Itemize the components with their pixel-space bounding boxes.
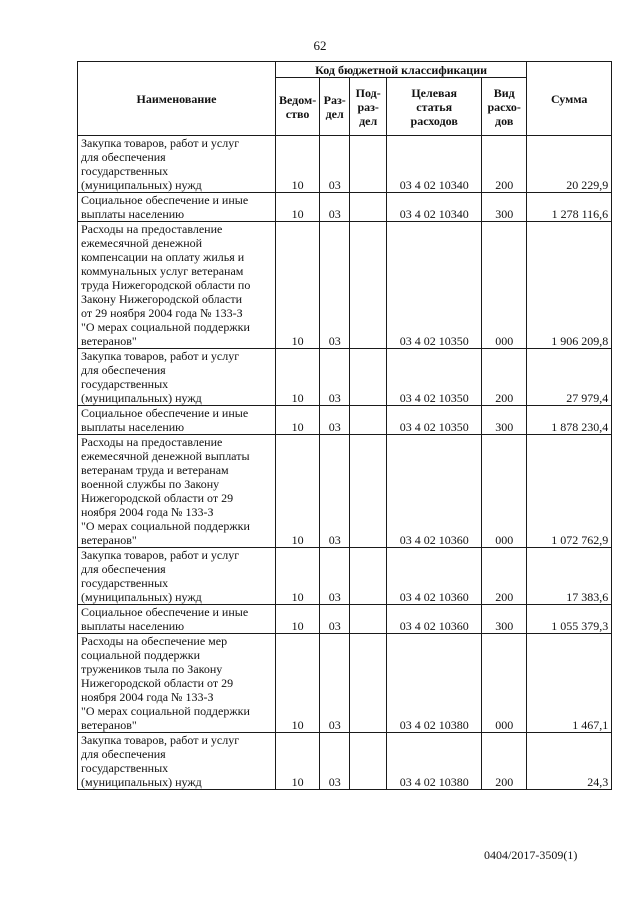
header-section-line: дел: [325, 106, 344, 121]
cell-name: [78, 605, 276, 634]
header-target: [387, 78, 482, 136]
header-dept: [276, 78, 320, 136]
table-row: [78, 733, 612, 790]
cell-name-line: "О мерах социальной поддержки: [81, 519, 250, 533]
cell-name-line: ветеранов": [81, 533, 137, 547]
cell-name: [78, 435, 276, 548]
cell-subsection: [350, 548, 387, 605]
cell-exp-type: 300: [482, 406, 527, 435]
cell-name-line: труда Нижегородской области по: [81, 278, 251, 292]
cell-name-line: Социальное обеспечение и иные: [81, 406, 249, 420]
cell-section: 03: [320, 605, 350, 634]
cell-section: 03: [320, 634, 350, 733]
cell-name-line: государственных: [81, 576, 169, 590]
cell-exp-type: 200: [482, 349, 527, 406]
cell-section: 03: [320, 136, 350, 193]
cell-exp-type: 200: [482, 136, 527, 193]
header-sum: Сумма: [527, 62, 612, 136]
cell-name-line: выплаты населению: [81, 207, 185, 221]
cell-subsection: [350, 435, 387, 548]
cell-name-line: Расходы на предоставление: [81, 435, 223, 449]
cell-dept: 10: [276, 406, 320, 435]
table-row: [78, 548, 612, 605]
cell-name: [78, 136, 276, 193]
cell-section: 03: [320, 435, 350, 548]
cell-name-line: компенсации на оплату жилья и: [81, 250, 245, 264]
cell-exp-type: 300: [482, 193, 527, 222]
header-dept-line: Ведом-: [279, 92, 317, 107]
cell-name-line: выплаты населению: [81, 420, 185, 434]
header-exp-type-line: Вид: [493, 85, 515, 100]
cell-name-line: Расходы на предоставление: [81, 222, 223, 236]
cell-name-line: Закупка товаров, работ и услуг: [81, 136, 240, 150]
cell-sum: 27 979,4: [527, 349, 612, 406]
header-target-line: статья: [416, 99, 453, 114]
cell-name-line: Закону Нижегородской области: [81, 292, 242, 306]
cell-subsection: [350, 222, 387, 349]
cell-subsection: [350, 193, 387, 222]
cell-name-line: ежемесячной денежной: [81, 236, 203, 250]
cell-name-line: государственных: [81, 377, 169, 391]
cell-sum: 24,3: [527, 733, 612, 790]
cell-name-line: (муниципальных) нужд: [81, 391, 202, 405]
cell-section: 03: [320, 193, 350, 222]
cell-section: 03: [320, 733, 350, 790]
cell-target: 03 4 02 10380: [387, 733, 482, 790]
cell-target: 03 4 02 10350: [387, 222, 482, 349]
cell-target: 03 4 02 10350: [387, 349, 482, 406]
cell-target: 03 4 02 10340: [387, 193, 482, 222]
table-body: [78, 136, 612, 790]
cell-name-line: ветеранов": [81, 334, 137, 348]
table-row: [78, 406, 612, 435]
cell-name-line: (муниципальных) нужд: [81, 590, 202, 604]
header-name: Наименование: [78, 62, 276, 136]
cell-name-line: ветеранов": [81, 718, 137, 732]
cell-name-line: для обеспечения: [81, 150, 166, 164]
header-target-line: расходов: [410, 113, 458, 128]
cell-name-line: государственных: [81, 761, 169, 775]
header-subsection-line: раз-: [357, 99, 379, 114]
header-code-group: Код бюджетной классификации: [276, 62, 527, 78]
cell-name-line: коммунальных услуг ветеранам: [81, 264, 244, 278]
cell-name-line: от 29 ноября 2004 года № 133-З: [81, 306, 243, 320]
cell-dept: 10: [276, 733, 320, 790]
cell-target: 03 4 02 10340: [387, 136, 482, 193]
cell-exp-type: 300: [482, 605, 527, 634]
cell-name-line: для обеспечения: [81, 363, 166, 377]
cell-sum: 1 278 116,6: [527, 193, 612, 222]
cell-dept: 10: [276, 548, 320, 605]
cell-name-line: Закупка товаров, работ и услуг: [81, 548, 240, 562]
cell-name-line: Социальное обеспечение и иные: [81, 193, 249, 207]
cell-name-line: выплаты населению: [81, 619, 185, 633]
cell-dept: 10: [276, 136, 320, 193]
table-header: [78, 62, 612, 136]
table-row: [78, 349, 612, 406]
cell-section: 03: [320, 548, 350, 605]
cell-name: [78, 733, 276, 790]
table-row: [78, 136, 612, 193]
cell-dept: 10: [276, 634, 320, 733]
cell-sum: 17 383,6: [527, 548, 612, 605]
header-exp-type-line: расхо-: [487, 99, 521, 114]
cell-exp-type: 000: [482, 634, 527, 733]
cell-name-line: (муниципальных) нужд: [81, 178, 202, 192]
cell-section: 03: [320, 406, 350, 435]
cell-sum: 1 467,1: [527, 634, 612, 733]
cell-name: [78, 548, 276, 605]
cell-name-line: ноября 2004 года № 133-З: [81, 505, 214, 519]
header-section-line: Раз-: [323, 92, 346, 107]
table-row: [78, 435, 612, 548]
cell-name-line: ежемесячной денежной выплаты: [81, 449, 250, 463]
cell-name-line: Закупка товаров, работ и услуг: [81, 349, 240, 363]
cell-name-line: для обеспечения: [81, 562, 166, 576]
cell-name-line: ноября 2004 года № 133-З: [81, 690, 214, 704]
table-row: [78, 222, 612, 349]
cell-name-line: социальной поддержки: [81, 648, 201, 662]
cell-dept: 10: [276, 605, 320, 634]
cell-section: 03: [320, 349, 350, 406]
cell-exp-type: 000: [482, 435, 527, 548]
header-exp-type: [482, 78, 527, 136]
cell-target: 03 4 02 10360: [387, 605, 482, 634]
cell-sum: 1 878 230,4: [527, 406, 612, 435]
cell-subsection: [350, 605, 387, 634]
table-row: [78, 605, 612, 634]
page-number: 62: [313, 38, 327, 53]
cell-name-line: Нижегородской области от 29: [81, 491, 234, 505]
cell-name: [78, 222, 276, 349]
cell-dept: 10: [276, 349, 320, 406]
table-row: [78, 634, 612, 733]
cell-name: [78, 406, 276, 435]
header-exp-type-line: дов: [495, 113, 514, 128]
cell-sum: 1 906 209,8: [527, 222, 612, 349]
document-code: 0404/2017-3509(1): [484, 848, 578, 862]
cell-name-line: Нижегородской области от 29: [81, 676, 234, 690]
cell-dept: 10: [276, 193, 320, 222]
cell-exp-type: 000: [482, 222, 527, 349]
cell-target: 03 4 02 10360: [387, 548, 482, 605]
cell-name-line: (муниципальных) нужд: [81, 775, 202, 789]
cell-target: 03 4 02 10350: [387, 406, 482, 435]
cell-dept: 10: [276, 222, 320, 349]
header-section: [320, 78, 350, 136]
cell-name-line: тружеников тыла по Закону: [81, 662, 223, 676]
cell-target: 03 4 02 10380: [387, 634, 482, 733]
cell-sum: 20 229,9: [527, 136, 612, 193]
cell-sum: 1 072 762,9: [527, 435, 612, 548]
cell-name-line: "О мерах социальной поддержки: [81, 704, 250, 718]
cell-name-line: государственных: [81, 164, 169, 178]
cell-name: [78, 193, 276, 222]
header-subsection-line: Под-: [355, 85, 381, 100]
cell-name: [78, 349, 276, 406]
cell-name-line: ветеранам труда и ветеранам: [81, 463, 229, 477]
cell-name: [78, 634, 276, 733]
header-dept-line: ство: [285, 106, 310, 121]
cell-name-line: Закупка товаров, работ и услуг: [81, 733, 240, 747]
cell-exp-type: 200: [482, 733, 527, 790]
cell-subsection: [350, 349, 387, 406]
header-target-line: Целевая: [411, 85, 458, 100]
cell-section: 03: [320, 222, 350, 349]
cell-name-line: военной службы по Закону: [81, 477, 220, 491]
cell-sum: 1 055 379,3: [527, 605, 612, 634]
cell-exp-type: 200: [482, 548, 527, 605]
cell-name-line: Расходы на обеспечение мер: [81, 634, 228, 648]
cell-name-line: Социальное обеспечение и иные: [81, 605, 249, 619]
budget-table: [77, 61, 612, 790]
cell-subsection: [350, 406, 387, 435]
cell-subsection: [350, 634, 387, 733]
header-subsection-line: дел: [359, 113, 378, 128]
cell-dept: 10: [276, 435, 320, 548]
cell-target: 03 4 02 10360: [387, 435, 482, 548]
cell-subsection: [350, 136, 387, 193]
table-row: [78, 193, 612, 222]
cell-name-line: "О мерах социальной поддержки: [81, 320, 250, 334]
header-subsection: [350, 78, 387, 136]
cell-name-line: для обеспечения: [81, 747, 166, 761]
cell-subsection: [350, 733, 387, 790]
